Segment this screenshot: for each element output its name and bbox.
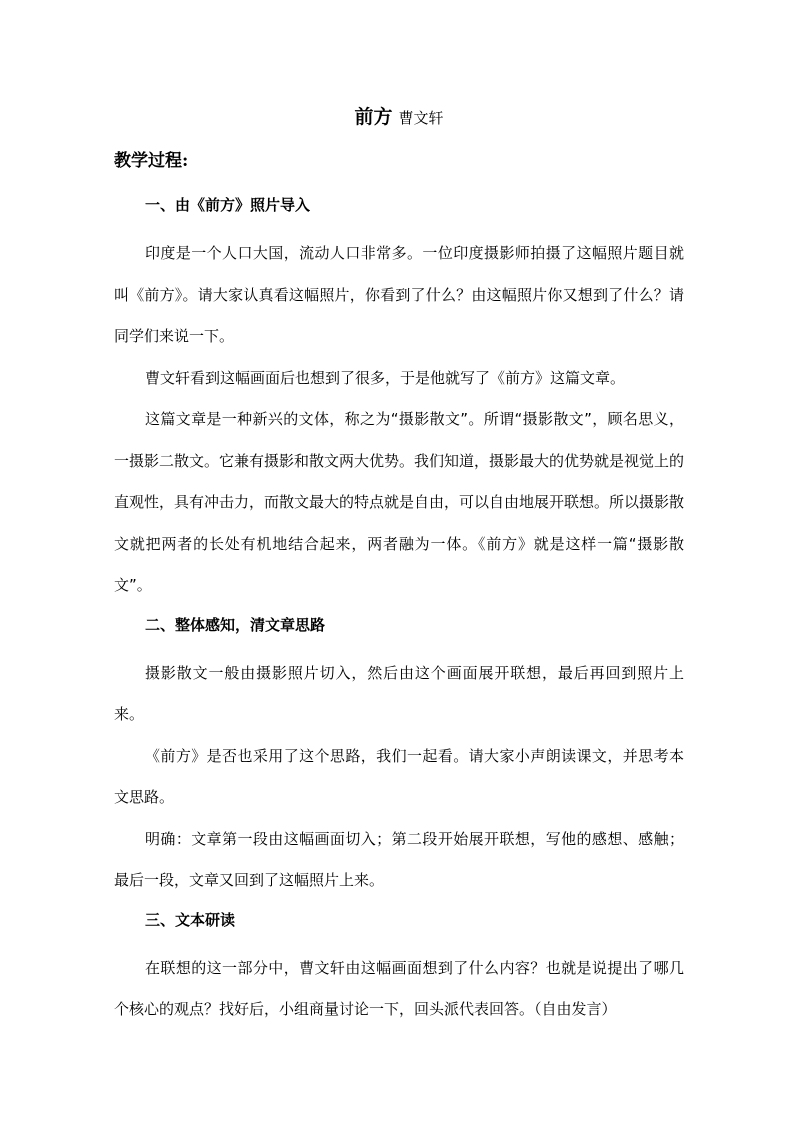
paragraph: 印度是一个人口大国，流动人口非常多。一位印度摄影师拍摄了这幅照片题目就叫《前方》。请大家认真看这幅照片，你看到了什么？由这幅照片你又想到了什么？请同学们来说一下。 <box>114 244 684 345</box>
section-3 <box>114 906 684 1031</box>
paragraph: 明确：文章第一段由这幅画面切入；第二段开始展开联想，写他的感想、感触；最后一段，文章又回到了这幅照片上来。 <box>114 829 684 889</box>
paragraph: 《前方》是否也采用了这个思路，我们一起看。请大家小声朗读课文，并思考本文思路。 <box>114 746 684 806</box>
page-title: 前方 <box>354 106 393 128</box>
document-body <box>114 103 684 1031</box>
section-1 <box>114 191 684 607</box>
title-line <box>114 103 684 131</box>
paragraph: 这篇文章是一种新兴的文体，称之为“摄影散文”。所谓“摄影散文”，顾名思义，一摄影二散文。它兼有摄影和散文两大优势。我们知道，摄影最大的优势就是视觉上的直观性，具有冲击力，而散文最大的特点就是自由，可以自由地展开联想。所以摄影散文就把两者的长处有机地结合起来，两者融为一体。《前方》就是这样一篇“摄影散文”。 <box>114 410 685 594</box>
section-2 <box>114 611 684 902</box>
paragraph: 摄影散文一般由摄影照片切入，然后由这个画面展开联想，最后再回到照片上来。 <box>114 663 684 723</box>
section-heading: 三、文本研读 <box>145 910 236 929</box>
paragraph: 在联想的这一部分中，曹文轩由这幅画面想到了什么内容？也就是说提出了哪几个核心的观点？找好后，小组商量讨论一下，回头派代表回答。（自由发言） <box>114 958 684 1018</box>
author-name: 曹文轩 <box>398 109 444 127</box>
process-heading: 教学过程: <box>114 151 189 171</box>
paragraph: 曹文轩看到这幅画面后也想到了很多，于是他就写了《前方》这篇文章。 <box>145 368 626 387</box>
section-heading: 一、由《前方》照片导入 <box>145 196 311 214</box>
section-heading: 二、整体感知，清文章思路 <box>145 615 326 634</box>
